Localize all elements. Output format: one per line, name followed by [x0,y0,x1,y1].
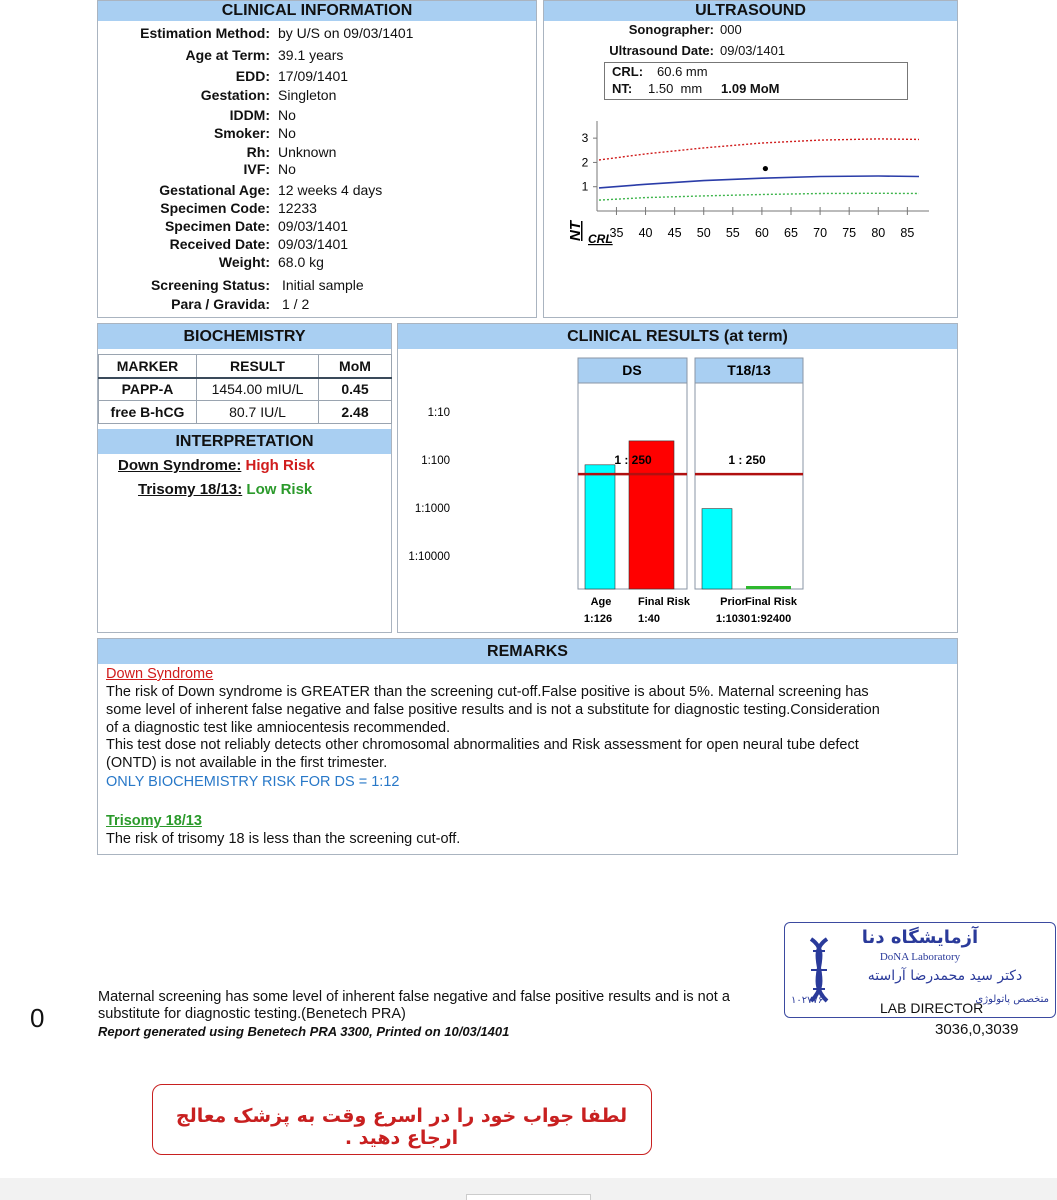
risk-y-tick-label: 1:10000 [408,551,450,563]
biochemistry-table [98,354,392,424]
ds-interpretation [118,457,315,474]
nt-x-tick-label: 40 [638,226,653,240]
result-cell: 80.7 IU/L [197,401,319,424]
ultrasound-date-label: Ultrasound Date: [609,43,714,58]
clinical-value: No [278,107,296,123]
crl-axis-title: CRL [588,232,613,246]
risk-y-tick-label: 1:1000 [414,503,450,515]
crl-value: 60.6 mm [657,64,708,79]
clinical-value: by U/S on 09/03/1401 [278,25,414,41]
risk-y-tick-label: 1:10 [427,407,450,419]
nt-x-tick-label: 55 [725,226,740,240]
nt-x-tick-label: 45 [667,226,682,240]
ds-remark-heading: Down Syndrome [106,666,214,682]
referral-notice-text: لطفا جواب خود را در اسرع وقت به پزشک معالج ارجاع دهید . [175,1105,628,1149]
clinical-value: 12233 [278,200,317,216]
sonographer-value: 000 [720,22,742,37]
clinical-value: Initial sample [282,277,364,293]
marker-cell: free B-hCG [99,401,197,424]
t18-interpretation-label: Trisomy 18/13: [138,481,243,498]
result-cell: 1454.00 mIU/L [197,378,319,401]
clinical-label: EDD: [235,68,270,84]
nt-x-tick-label: 65 [784,226,798,240]
clinical-value: 1 / 2 [282,296,310,312]
clinical-value: Unknown [278,144,337,160]
page-number: 0 [30,1003,45,1033]
sonographer-label: Sonographer: [628,22,714,37]
clinical-label: Weight: [218,254,270,270]
ds-remark-line: some level of inherent false negative and false positive results and is not a substitute for diagnostic testing.Consideration [106,701,880,718]
ds-remark-line: The risk of Down syndrome is GREATER than the screening cut-off.False positive is about 5%. Maternal screening has [106,684,869,700]
footer-disclaimer-1: Maternal screening has some level of inherent false negative and false positive results and is not a [98,989,730,1005]
risk-chart [398,349,957,634]
ds-remark-line: This test dose not reliably detects other chromosomal abnormalities and Risk assessment for open neural tube defect [106,737,859,754]
nt-mom-value: 1.09 MoM [721,81,780,96]
nt-crl-chart [544,101,957,316]
t18-remark-line: The risk of trisomy 18 is less than the screening cut-off. [106,831,461,847]
clinical-label: Specimen Date: [164,218,270,234]
stamp-lab-name-en: DoNA Laboratory [879,951,961,963]
table-row [99,401,392,424]
footer-disclaimer-2: substitute for diagnostic testing.(Benetech PRA) [98,1006,406,1022]
crl-label: CRL: [612,64,644,79]
biochemistry-header-row [99,355,392,378]
clinical-label: Smoker: [213,125,270,141]
clinical-label: Gestation: [200,87,270,103]
clinical-value: 09/03/1401 [278,236,349,252]
nt-x-tick-label: 85 [900,226,915,240]
clinical-information-title: CLINICAL INFORMATION [98,1,536,21]
clinical-label: Age at Term: [185,47,270,63]
clinical-value: 68.0 kg [278,254,324,270]
ultrasound-title: ULTRASOUND [544,1,957,21]
mom-cell: 0.45 [319,378,392,401]
stamp-number: ۱۰۲۷۷۶ [791,995,824,1006]
t18-cutoff-label: 1 : 250 [728,453,766,468]
bar-label: Final Risk [745,596,797,608]
clinical-label: Rh: [246,144,270,160]
ds-age-risk-bar [585,465,615,589]
stamp-lab-name-fa: آزمایشگاه دنا [861,927,979,948]
footer-report-line: Report generated using Benetech PRA 3300, Printed on 10/03/1401 [98,1024,510,1039]
nt-y-tick-label: 2 [581,155,589,170]
clinical-label: Screening Status: [150,277,270,293]
referral-notice [152,1084,652,1155]
clinical-results-panel [397,323,958,633]
clinical-value: 39.1 years [278,47,344,63]
bar-value: 1:92400 [750,613,792,625]
t18-interpretation-value: Low Risk [246,481,313,498]
nt-y-tick-label: 3 [581,131,589,146]
nt-y-tick-label: 1 [581,179,589,194]
biochemistry-panel [97,323,392,633]
biochemistry-title: BIOCHEMISTRY [98,324,391,349]
clinical-label: IVF: [243,161,270,177]
nt-label: NT: [612,81,633,96]
nt-measurement-point [763,166,768,171]
nt-value: 1.50 mm [648,81,703,96]
ultrasound-panel [543,0,958,318]
lab-stamp [784,922,1056,1018]
nt-axis-title: NT [567,221,584,241]
stamp-specialty: متخصص پاتولوژی [975,994,1049,1005]
t18-header-label: T18/13 [727,362,771,378]
clinical-label: Gestational Age: [159,182,270,198]
stamp-director: LAB DIRECTOR [880,1000,984,1016]
t18-interpretation [138,481,312,498]
nt-x-tick-label: 60 [754,226,769,240]
clinical-label: IDDM: [229,107,270,123]
clinical-label: Specimen Code: [160,200,270,216]
bar-label: Age [590,596,612,608]
nt-x-tick-label: 75 [842,226,857,240]
nt-x-tick-label: 35 [609,226,624,240]
mom-header: MoM [319,355,392,378]
remarks-title: REMARKS [98,639,957,664]
t18-remark-heading: Trisomy 18/13 [106,813,202,829]
clinical-value: No [278,125,296,141]
clinical-value: No [278,161,296,177]
nt-x-tick-label: 50 [696,226,711,240]
remarks-panel [97,638,958,855]
nt-median-curve [599,176,919,188]
report-code: 3036,0,3039 [935,1021,1019,1038]
clinical-value: 09/03/1401 [278,218,349,234]
clinical-results-title: CLINICAL RESULTS (at term) [398,324,957,349]
bar-value: 1:40 [637,613,661,625]
bar-value: 1:1030 [715,613,751,625]
clinical-label: Received Date: [169,236,270,252]
bar-label: Final Risk [638,596,690,608]
interpretation-title: INTERPRETATION [98,429,391,454]
ds-cutoff-label: 1 : 250 [614,453,652,468]
clinical-value: Singleton [278,87,337,103]
nt-x-tick-label: 70 [813,226,828,240]
ds-remark-line: (ONTD) is not available in the first trimester. [106,755,388,772]
risk-y-tick-label: 1:100 [421,455,450,467]
t18-final-risk-bar [746,586,791,589]
table-row [99,378,392,401]
ds-interpretation-value: High Risk [245,457,315,474]
marker-cell: PAPP-A [99,378,197,401]
nt-x-tick-label: 80 [871,226,886,240]
ds-header-label: DS [622,362,642,378]
clinical-value: 17/09/1401 [278,68,349,84]
mom-cell: 2.48 [319,401,392,424]
t18-prior-risk-bar [702,509,732,589]
bar-label: Prior [720,596,746,608]
clinical-information-panel [97,0,537,318]
nt-upper-curve [599,139,919,160]
clinical-label: Estimation Method: [140,25,270,41]
ds-interpretation-label: Down Syndrome: [118,457,242,474]
stamp-doctor: دکتر سید محمدرضا آراسته [867,968,1023,984]
clinical-value: 12 weeks 4 days [278,182,383,198]
marker-header: MARKER [99,355,197,378]
clinical-label: Para / Gravida: [171,296,270,312]
result-header: RESULT [197,355,319,378]
ultrasound-date-value: 09/03/1401 [720,43,786,58]
biochemistry-risk-note: ONLY BIOCHEMISTRY RISK FOR DS = 1:12 [106,774,400,790]
nt-lower-curve [599,193,919,200]
ds-remark-line: of a diagnostic test like amniocentesis recommended. [106,719,451,736]
bottom-tab [466,1194,591,1200]
bar-value: 1:126 [583,613,613,625]
